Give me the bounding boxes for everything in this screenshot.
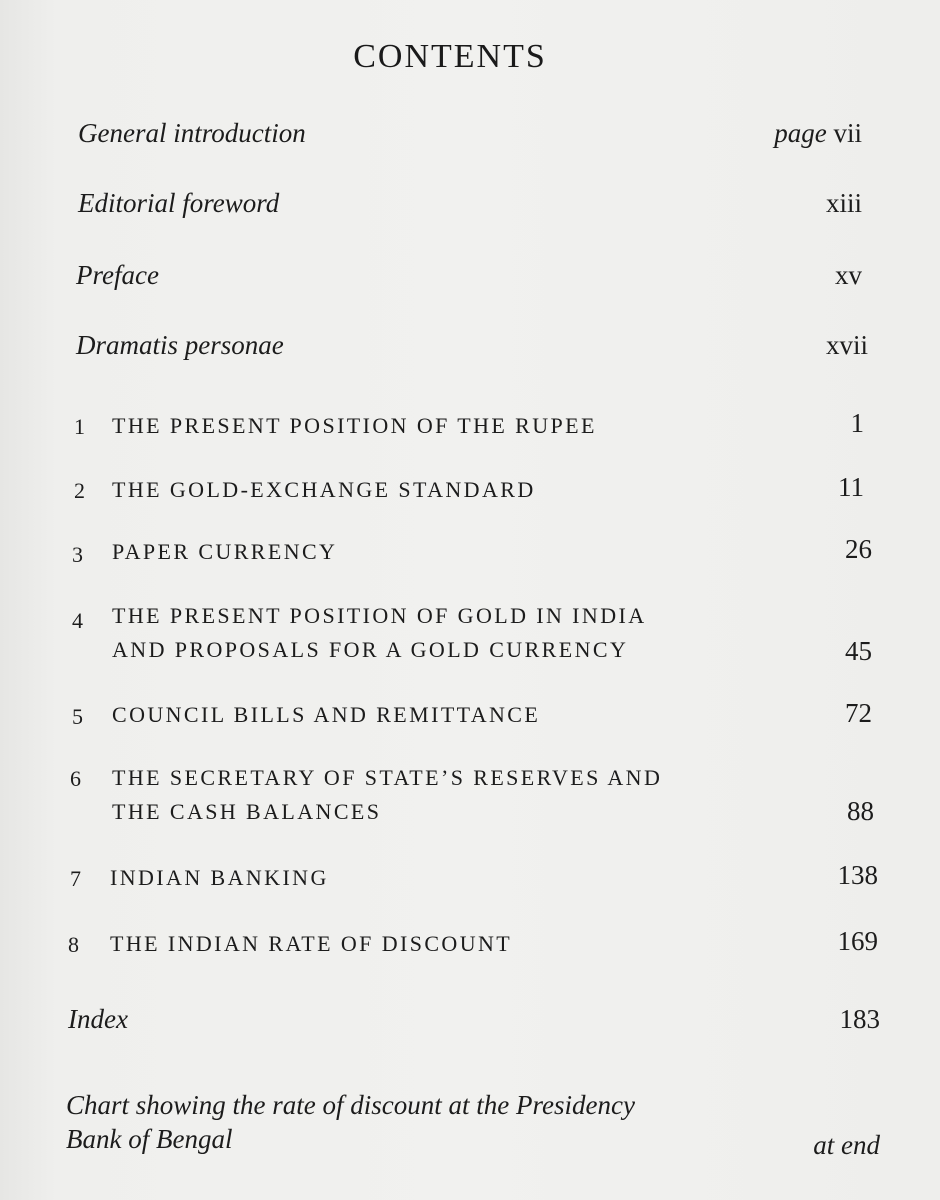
chapter-title-line-1: THE PRESENT POSITION OF GOLD IN INDIA [112, 603, 647, 628]
chapter-page: 26 [845, 534, 872, 564]
toc-entry-label: Preface [76, 260, 159, 290]
chapter-title: THE GOLD-EXCHANGE STANDARD [112, 477, 536, 502]
toc-chapter-6 [0, 762, 940, 838]
chapter-number: 6 [70, 766, 82, 791]
chapter-page: 72 [845, 698, 872, 728]
chapter-title-line-1: THE SECRETARY OF STATE’S RESERVES AND [112, 765, 663, 790]
toc-entry-page: at end [813, 1130, 880, 1160]
page-number: vii [833, 118, 862, 148]
chapter-title: THE PRESENT POSITION OF THE RUPEE [112, 413, 597, 438]
chapter-number: 1 [74, 414, 86, 439]
toc-chapter-8 [0, 928, 940, 968]
chapter-number: 8 [68, 932, 80, 957]
toc-entry-chart [0, 1090, 940, 1170]
toc-entry-label: Index [68, 1004, 128, 1034]
toc-entry-index [0, 1004, 940, 1044]
chapter-page: 45 [845, 636, 872, 666]
chapter-page: 88 [847, 796, 874, 826]
page-title: CONTENTS [353, 38, 547, 75]
toc-chapter-7 [0, 862, 940, 902]
toc-entry-page [774, 118, 862, 149]
toc-entry-dramatis-personae [0, 330, 940, 370]
toc-chapter-1 [0, 410, 940, 450]
toc-entry-label-line-1: Chart showing the rate of discount at the Presidency [66, 1090, 635, 1120]
chapter-page: 138 [837, 860, 878, 890]
chapter-title-line-2: THE CASH BALANCES [112, 799, 382, 824]
chapter-number: 5 [72, 704, 84, 729]
chapter-title-line-2: AND PROPOSALS FOR A GOLD CURRENCY [112, 637, 629, 662]
toc-entry-editorial-foreword [0, 188, 940, 228]
chapter-number: 2 [74, 478, 86, 503]
toc-entry-label: Dramatis personae [76, 330, 284, 360]
chapter-title: COUNCIL BILLS AND REMITTANCE [112, 702, 541, 727]
toc-chapter-4 [0, 600, 940, 676]
toc-entry-page: xv [835, 260, 862, 290]
page-word: page [774, 118, 827, 148]
chapter-title: PAPER CURRENCY [112, 539, 338, 564]
chapter-page: 1 [850, 408, 864, 438]
toc-entry-general-introduction [0, 118, 940, 158]
chapter-number: 3 [72, 542, 84, 567]
toc-entry-label-line-2: Bank of Bengal [66, 1124, 233, 1154]
toc-chapter-2 [0, 474, 940, 514]
toc-chapter-5 [0, 700, 940, 740]
toc-entry-page: xvii [825, 330, 868, 360]
chapter-page: 169 [837, 926, 878, 956]
toc-entry-label: General introduction [78, 118, 306, 148]
chapter-page: 11 [838, 472, 864, 502]
chapter-title: INDIAN BANKING [110, 865, 329, 890]
chapter-number: 7 [70, 866, 82, 891]
chapter-number: 4 [72, 608, 84, 633]
toc-entry-label: Editorial foreword [78, 188, 280, 218]
chapter-title: THE INDIAN RATE OF DISCOUNT [110, 931, 513, 956]
toc-chapter-3 [0, 536, 940, 576]
toc-entry-page: 183 [839, 1004, 880, 1034]
toc-entry-preface [0, 260, 940, 300]
toc-entry-page: xiii [825, 188, 862, 218]
